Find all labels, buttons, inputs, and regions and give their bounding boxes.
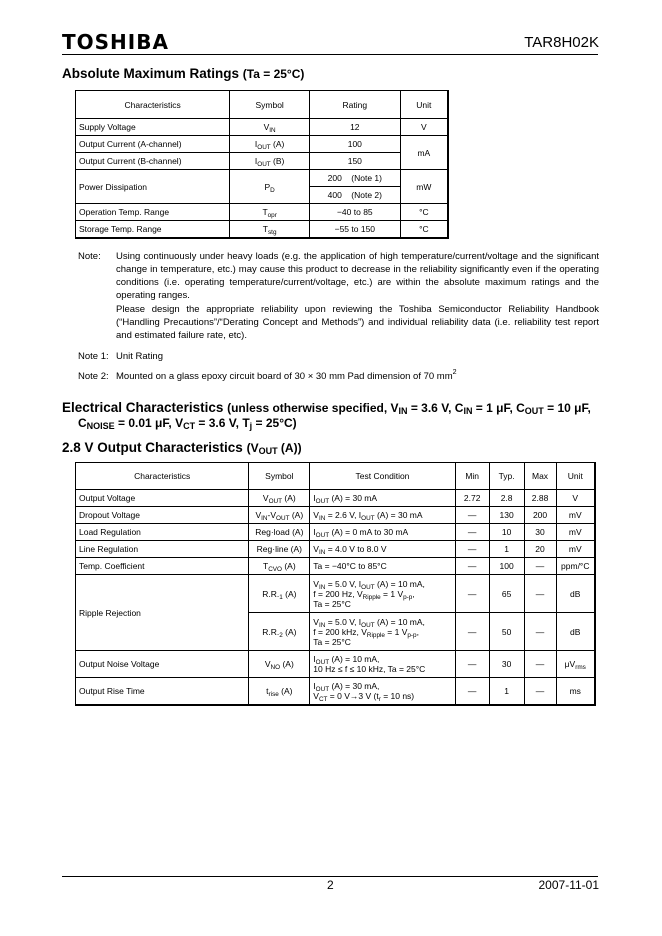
cell-min: — xyxy=(455,678,489,705)
amr-heading xyxy=(62,66,304,81)
cell-test-condition: $V_{IN} = 4.0$ V to 8.0 V xyxy=(310,541,455,558)
note-1 xyxy=(78,350,599,364)
amr-col-rating: Rating xyxy=(309,91,400,119)
cell-rating: 12 xyxy=(309,119,400,136)
cell-characteristic: Output Current (B-channel) xyxy=(76,153,230,170)
table-row xyxy=(76,153,449,170)
cell-characteristic: Ripple Rejection xyxy=(76,575,249,651)
note-general xyxy=(78,250,599,342)
cell-characteristic: Temp. Coefficient xyxy=(76,558,249,575)
cell-characteristic: Line Regulation xyxy=(76,541,249,558)
cell-max: — xyxy=(524,678,556,705)
amr-table xyxy=(75,90,449,239)
cell-unit: °C xyxy=(400,221,448,238)
table-row xyxy=(76,119,449,136)
cell-typ: 10 xyxy=(489,524,524,541)
cell-max: 2.88 xyxy=(524,490,556,507)
cell-test-condition: $I_{OUT}$ (A) = 30 mA, $V_{CT} = 0$ V→3 V ($t_r = 10$ ns) xyxy=(310,678,455,705)
table-row xyxy=(76,170,449,187)
cell-unit: V xyxy=(400,119,448,136)
oc-title: 2.8 V Output Characteristics xyxy=(62,440,243,455)
cell-unit: mW xyxy=(400,170,448,204)
cell-min: — xyxy=(455,575,489,613)
note-paragraph-1: Using continuously under heavy loads (e.g. the application of high temperature/current/voltage and the significant change in temperature, etc.) may cause this product to decrease in the reliability significantly even if the operating conditions (i.e. operating temperature/current/voltage, etc.) are within the absolute maximum ratings and the operating ranges. xyxy=(116,251,599,301)
oc-col-max: Max xyxy=(524,463,556,490)
cell-max: — xyxy=(524,651,556,678)
cell-characteristic: Output Current (A-channel) xyxy=(76,136,230,153)
note-1-text: Unit Rating xyxy=(116,351,163,362)
table-row xyxy=(76,524,596,541)
cell-rating: −40 to 85 xyxy=(309,204,400,221)
cell-test-condition: $I_{OUT}$ (A) = 10 mA, 10 Hz ≤ f ≤ 10 kHz, Ta = 25°C xyxy=(310,651,455,678)
cell-typ: 1 xyxy=(489,541,524,558)
note-2-label: Note 2: xyxy=(78,371,109,382)
cell-symbol: $I_{OUT}$ (B) xyxy=(230,153,310,170)
cell-typ: 1 xyxy=(489,678,524,705)
cell-symbol: $V_{IN}-V_{OUT}$ (A) xyxy=(249,507,310,524)
cell-rating: −55 to 150 xyxy=(309,221,400,238)
oc-col-characteristics: Characteristics xyxy=(76,463,249,490)
cell-unit: ppm/°C xyxy=(556,558,595,575)
ec-heading xyxy=(62,400,602,416)
cell-unit: V xyxy=(556,490,595,507)
cell-symbol: Reg·line (A) xyxy=(249,541,310,558)
table-row xyxy=(76,221,449,238)
amr-col-characteristics: Characteristics xyxy=(76,91,230,119)
note-paragraph-2: Please design the appropriate reliability upon reviewing the Toshiba Semiconductor Reliability Handbook (“Handling Precautions”/“Derating Concept and Methods”) and individual reliability data (i.e. reliability test report and estimated failure rate, etc). xyxy=(116,304,599,341)
header-divider xyxy=(62,54,598,55)
cell-typ: 130 xyxy=(489,507,524,524)
cell-unit: mV xyxy=(556,507,595,524)
cell-symbol: $R.R._2$ (A) xyxy=(249,613,310,651)
cell-characteristic: Output Voltage xyxy=(76,490,249,507)
page-number: 2 xyxy=(327,878,334,892)
oc-col-test-condition: Test Condition xyxy=(310,463,455,490)
cell-min: — xyxy=(455,507,489,524)
table-row xyxy=(76,541,596,558)
cell-rating: 100 xyxy=(309,136,400,153)
table-row xyxy=(76,507,596,524)
oc-col-min: Min xyxy=(455,463,489,490)
cell-symbol: $V_{NO}$ (A) xyxy=(249,651,310,678)
cell-symbol: $T_{CVO}$ (A) xyxy=(249,558,310,575)
cell-test-condition: $V_{IN} = 2.6$ V, $I_{OUT}$ (A) = 30 mA xyxy=(310,507,455,524)
cell-unit: dB xyxy=(556,613,595,651)
cell-min: — xyxy=(455,541,489,558)
cell-symbol: $T_{opr}$ xyxy=(230,204,310,221)
cell-test-condition: $V_{IN} = 5.0$ V, $I_{OUT}$ (A) = 10 mA, f = 200 Hz, $V_{Ripple} = 1$ $V_{p-p}$, Ta = 25°C xyxy=(310,575,455,613)
cell-unit: mV xyxy=(556,541,595,558)
cell-min: — xyxy=(455,613,489,651)
table-row xyxy=(76,490,596,507)
cell-unit: mA xyxy=(400,136,448,170)
amr-col-unit: Unit xyxy=(400,91,448,119)
cell-characteristic: Load Regulation xyxy=(76,524,249,541)
cell-unit: dB xyxy=(556,575,595,613)
footer-date: 2007-11-01 xyxy=(538,878,599,892)
cell-rating: 150 xyxy=(309,153,400,170)
cell-characteristic: Output Rise Time xyxy=(76,678,249,705)
table-row xyxy=(76,575,596,613)
ec-condition-line2: $C_{NOISE} = 0.01$ μF, $V_{CT} = 3.6$ V, $T_j = 25^\circ C$) xyxy=(78,416,297,431)
cell-typ: 100 xyxy=(489,558,524,575)
table-row xyxy=(76,136,449,153)
oc-col-unit: Unit xyxy=(556,463,595,490)
cell-unit: ms xyxy=(556,678,595,705)
cell-typ: 65 xyxy=(489,575,524,613)
note-2 xyxy=(78,370,599,384)
part-number: TAR8H02K xyxy=(524,34,599,51)
cell-typ: 30 xyxy=(489,651,524,678)
cell-characteristic: Storage Temp. Range xyxy=(76,221,230,238)
cell-characteristic: Power Dissipation xyxy=(76,170,230,204)
amr-col-symbol: Symbol xyxy=(230,91,310,119)
amr-condition: (Ta = 25°C) xyxy=(242,67,305,81)
cell-max: 200 xyxy=(524,507,556,524)
table-row xyxy=(76,558,596,575)
ec-condition-line1: (unless otherwise specified, $V_{IN} = 3.6$ V, $C_{IN} = 1$ μF, $C_{OUT} = 10$ μF, xyxy=(227,401,591,416)
cell-max: — xyxy=(524,558,556,575)
cell-test-condition: $I_{OUT}$ (A) = 30 mA xyxy=(310,490,455,507)
table-row xyxy=(76,651,596,678)
cell-symbol: $V_{IN}$ xyxy=(230,119,310,136)
oc-title-qualifier: ($V_{OUT}$ (A)) xyxy=(246,441,302,456)
footer-divider xyxy=(62,876,598,877)
cell-min: — xyxy=(455,651,489,678)
note-label: Note: xyxy=(78,251,101,262)
cell-unit: $\mu V_{rms}$ xyxy=(556,651,595,678)
cell-symbol: $V_{OUT}$ (A) xyxy=(249,490,310,507)
cell-max: — xyxy=(524,575,556,613)
cell-max: 30 xyxy=(524,524,556,541)
cell-max: 20 xyxy=(524,541,556,558)
cell-symbol: $P_D$ xyxy=(230,170,310,204)
amr-header-row xyxy=(76,91,449,119)
cell-characteristic: Supply Voltage xyxy=(76,119,230,136)
cell-rating: 400 (Note 2) xyxy=(309,187,400,204)
cell-symbol: $R.R._1$ (A) xyxy=(249,575,310,613)
cell-symbol: $T_{stg}$ xyxy=(230,221,310,238)
cell-symbol: Reg·load (A) xyxy=(249,524,310,541)
cell-min: — xyxy=(455,558,489,575)
amr-title: Absolute Maximum Ratings xyxy=(62,66,240,81)
oc-table xyxy=(75,462,596,706)
cell-test-condition: $V_{IN} = 5.0$ V, $I_{OUT}$ (A) = 10 mA, f = 200 kHz, $V_{Ripple} = 1$ $V_{p-p}$, Ta = 25°C xyxy=(310,613,455,651)
oc-col-typ: Typ. xyxy=(489,463,524,490)
oc-col-symbol: Symbol xyxy=(249,463,310,490)
note-1-label: Note 1: xyxy=(78,351,109,362)
cell-typ: 2.8 xyxy=(489,490,524,507)
cell-symbol: $t_{rise}$ (A) xyxy=(249,678,310,705)
cell-min: 2.72 xyxy=(455,490,489,507)
note-2-text: Mounted on a glass epoxy circuit board of 30 × 30 mm Pad dimension of 70 $mm^2$ xyxy=(116,368,457,382)
cell-max: — xyxy=(524,613,556,651)
oc-header-row xyxy=(76,463,596,490)
cell-characteristic: Output Noise Voltage xyxy=(76,651,249,678)
cell-typ: 50 xyxy=(489,613,524,651)
cell-characteristic: Dropout Voltage xyxy=(76,507,249,524)
table-row xyxy=(76,678,596,705)
ec-title: Electrical Characteristics xyxy=(62,400,224,415)
cell-unit: mV xyxy=(556,524,595,541)
toshiba-logo: TOSHIBA xyxy=(62,30,169,54)
cell-rating: 200 (Note 1) xyxy=(309,170,400,187)
cell-test-condition: Ta = −40°C to 85°C xyxy=(310,558,455,575)
cell-unit: °C xyxy=(400,204,448,221)
cell-min: — xyxy=(455,524,489,541)
oc-heading xyxy=(62,440,302,455)
table-row xyxy=(76,204,449,221)
cell-test-condition: $I_{OUT}$ (A) = 0 mA to 30 mA xyxy=(310,524,455,541)
cell-symbol: $I_{OUT}$ (A) xyxy=(230,136,310,153)
cell-characteristic: Operation Temp. Range xyxy=(76,204,230,221)
